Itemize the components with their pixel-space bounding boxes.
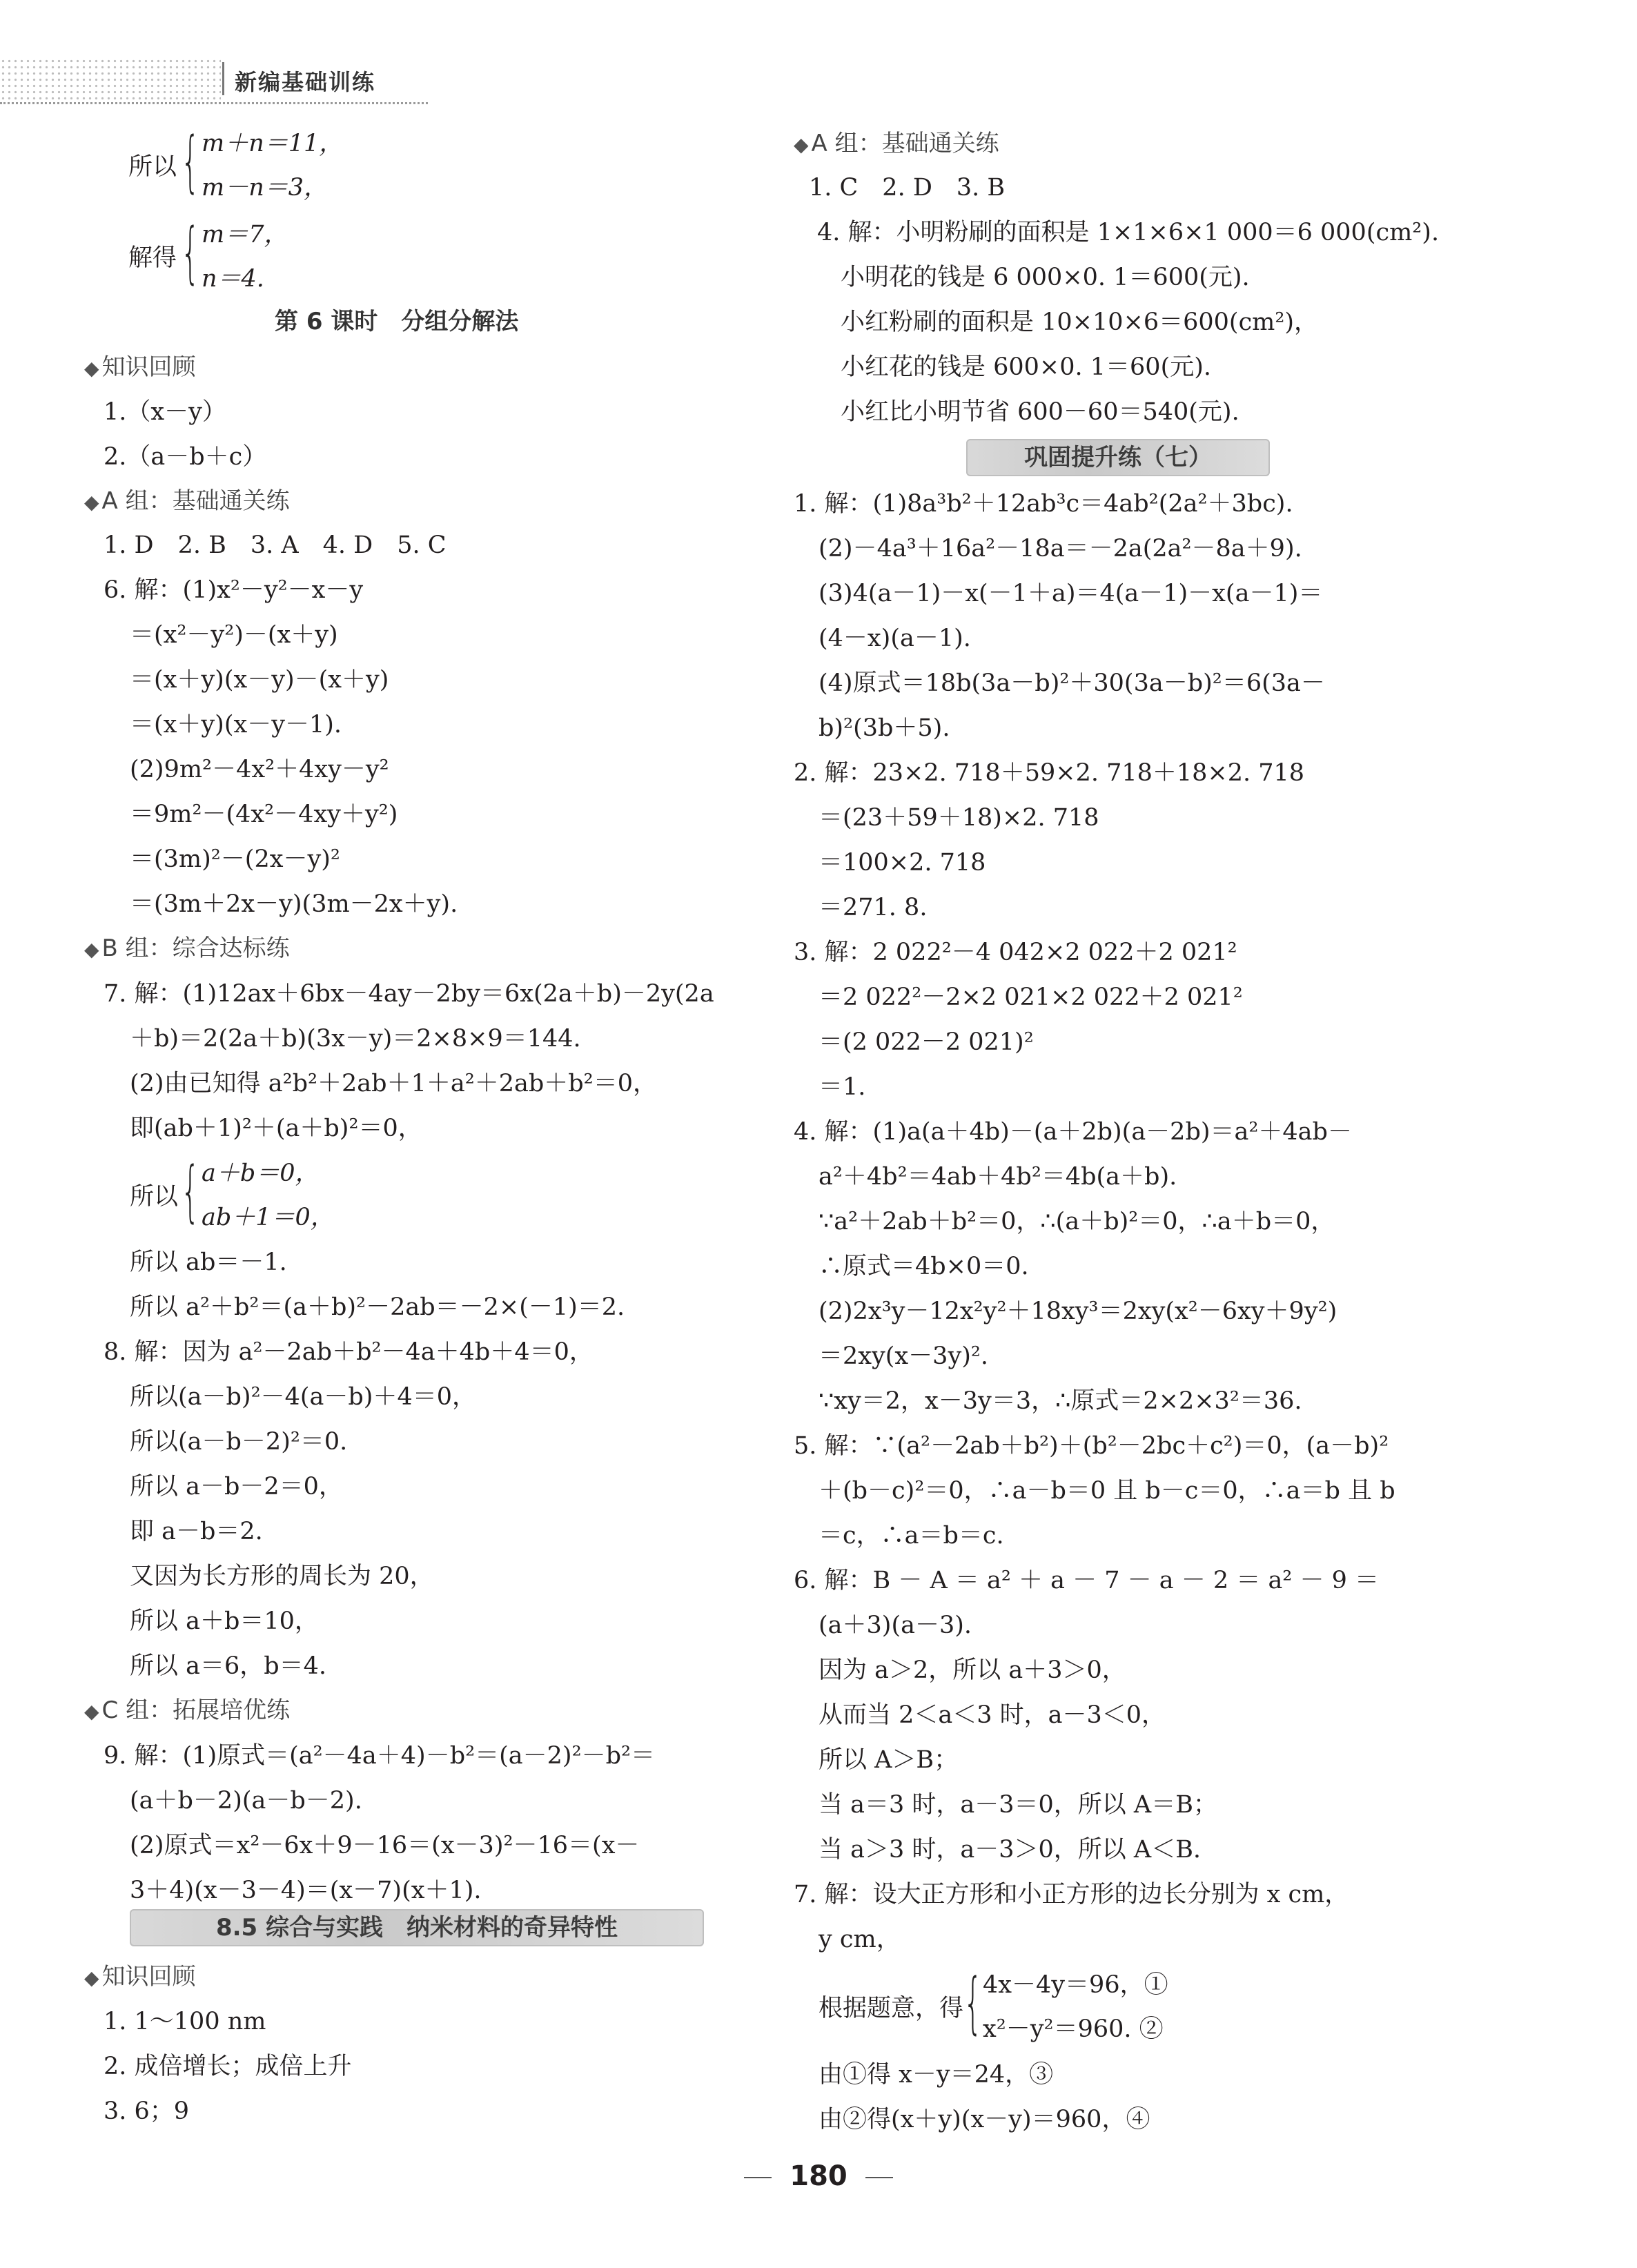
text-line: 所以 <box>130 1183 179 1211</box>
answer-line: ＝1. <box>819 1073 866 1101</box>
section-banner: 巩固提升练（七） <box>966 439 1270 476</box>
answer-line: 9. 解：(1)原式＝(a²－4a＋4)－b²＝(a－2)²－b²＝ <box>104 1742 656 1770</box>
answer-line: 从而当 2＜a＜3 时，a－3＜0， <box>819 1701 1166 1729</box>
answer-line: (2)原式＝x²－6x＋9－16＝(x－3)²－16＝(x－ <box>130 1832 640 1859</box>
answer-line: 7. 解：设大正方形和小正方形的边长分别为 x cm， <box>794 1881 1349 1908</box>
answer-line: ＝9m²－(4x²－4xy＋y²) <box>130 801 398 828</box>
answer-line: ＝(23＋59＋18)×2. 718 <box>819 804 1099 832</box>
answer-line: 所以 a＝6，b＝4. <box>130 1652 327 1680</box>
answer-line: 所以(a－b－2)²＝0. <box>130 1428 348 1456</box>
header-divider <box>222 62 224 95</box>
answer-line: ∵xy＝2，x－3y＝3，∴原式＝2×2×3²＝36. <box>819 1387 1302 1415</box>
answer-line: ＝2 022²－2×2 021×2 022＋2 021² <box>819 984 1243 1011</box>
answer-line: 由①得 x－y＝24，③ <box>819 2061 1054 2089</box>
section-heading: ◆ 知识回顾 <box>84 353 196 381</box>
book-title: 新编基础训练 <box>235 69 376 95</box>
answer-line: 5. 解：∵(a²－2ab＋b²)＋(b²－2bc＋c²)＝0，(a－b)² <box>794 1432 1389 1460</box>
text-line: 所以 <box>128 153 177 181</box>
answer-line: 1. C 2. D 3. B <box>809 174 1006 202</box>
answer-line: ＋(b－c)²＝0，∴a－b＝0 且 b－c＝0，∴a＝b 且 b <box>819 1477 1395 1505</box>
answer-line: 因为 a＞2，所以 a＋3＞0， <box>819 1656 1126 1684</box>
answer-line: ＝(x²－y²)－(x＋y) <box>130 621 338 649</box>
system-eq: a＋b＝0， <box>202 1160 320 1187</box>
answer-line: 6. 解：B － A ＝ a² ＋ a － 7 － a － 2 ＝ a² － 9 ＝ <box>794 1567 1379 1594</box>
answer-line: ＝2xy(x－3y)². <box>819 1342 989 1370</box>
answer-line: 所以 a＋b＝10， <box>130 1607 319 1635</box>
system-eq: x²－y²＝960. ② <box>983 2015 1164 2043</box>
section-heading: ◆ A 组：基础通关练 <box>84 487 290 515</box>
answer-line: 当 a＞3 时，a－3＞0，所以 A＜B. <box>819 1836 1202 1864</box>
answer-line: 1. 1～100 nm <box>104 2008 266 2035</box>
answer-line: b)²(3b＋5). <box>819 714 950 742</box>
answer-line: 4. 解：小明粉刷的面积是 1×1×6×1 000＝6 000(cm²). <box>817 219 1440 246</box>
answer-line: 即 a－b＝2. <box>130 1518 263 1545</box>
answer-line: 所以(a－b)²－4(a－b)＋4＝0， <box>130 1383 476 1411</box>
answer-line: 6. 解：(1)x²－y²－x－y <box>104 576 364 604</box>
answer-line: 1. 解：(1)8a³b²＋12ab³c＝4ab²(2a²＋3bc). <box>794 490 1293 518</box>
answer-line: 所以 a－b－2＝0， <box>130 1473 343 1500</box>
text-line: 解得 <box>128 244 177 272</box>
answer-line: 2. 解：23×2. 718＋59×2. 718＋18×2. 718 <box>794 759 1305 787</box>
answer-line: 又因为长方形的周长为 20， <box>130 1563 434 1590</box>
answer-line: 2.（a－b＋c） <box>104 443 267 471</box>
system-eq: 4x－4y＝96，① <box>983 1971 1168 1999</box>
section-heading: ◆ C 组：拓展培优练 <box>84 1697 291 1724</box>
answer-line: 所以 A＞B； <box>819 1746 959 1774</box>
answer-line: 4. 解：(1)a(a＋4b)－(a＋2b)(a－2b)＝a²＋4ab－ <box>794 1118 1352 1146</box>
section-heading: ◆ 知识回顾 <box>84 1963 196 1991</box>
answer-line: 1.（x－y） <box>104 398 226 426</box>
answer-line: ∵a²＋2ab＋b²＝0，∴(a＋b)²＝0，∴a＋b＝0， <box>819 1208 1335 1235</box>
answer-line: 小红花的钱是 600×0. 1＝60(元). <box>841 353 1212 381</box>
answer-line: 3. 解：2 022²－4 042×2 022＋2 021² <box>794 939 1237 966</box>
answer-line: 7. 解：(1)12ax＋6bx－4ay－2by＝6x(2a＋b)－2y(2a <box>104 980 714 1008</box>
header-dot-pattern <box>0 58 221 101</box>
running-header <box>0 58 428 104</box>
system-eq: n＝4. <box>202 265 264 293</box>
answer-line: a²＋4b²＝4ab＋4b²＝4b(a＋b). <box>819 1163 1177 1191</box>
answer-line: ＝c，∴a＝b＝c. <box>819 1522 1004 1550</box>
section-banner: 8.5 综合与实践 纳米材料的奇异特性 <box>130 1909 704 1946</box>
answer-line: (a＋b－2)(a－b－2). <box>130 1787 362 1815</box>
answer-line: 2. 成倍增长；成倍上升 <box>104 2053 352 2080</box>
answer-line: 即(ab＋1)²＋(a＋b)²＝0， <box>130 1115 422 1142</box>
answer-line: (2)由已知得 a²b²＋2ab＋1＋a²＋2ab＋b²＝0， <box>130 1070 657 1097</box>
answer-line: 当 a＝3 时，a－3＝0，所以 A＝B； <box>819 1791 1217 1819</box>
answer-line: ＝(3m)²－(2x－y)² <box>130 845 340 873</box>
answer-line: (2)2x³y－12x²y²＋18xy³＝2xy(x²－6xy＋9y²) <box>819 1298 1337 1325</box>
answer-line: 小明花的钱是 6 000×0. 1＝600(元). <box>841 264 1250 291</box>
answer-line: 所以 ab＝－1. <box>130 1249 287 1276</box>
answer-line: ∴原式＝4b×0＝0. <box>819 1253 1029 1280</box>
answer-line: 3. 6；9 <box>104 2098 190 2125</box>
answer-line: 8. 解：因为 a²－2ab＋b²－4a＋4b＋4＝0， <box>104 1338 594 1366</box>
system-eq: m＝7， <box>202 221 288 248</box>
answer-line: ＝100×2. 718 <box>819 849 986 877</box>
answer-line: (2)－4a³＋16a²－18a＝－2a(2a²－8a＋9). <box>819 535 1302 563</box>
text-line: 根据题意，得 <box>819 1995 964 2022</box>
answer-line: 小红粉刷的面积是 10×10×6＝600(cm²)， <box>841 309 1319 336</box>
answer-line: 所以 a²＋b²＝(a＋b)²－2ab＝－2×(－1)＝2. <box>130 1293 625 1321</box>
answer-line: (3)4(a－1)－x(－1＋a)＝4(a－1)－x(a－1)＝ <box>819 580 1323 607</box>
answer-line: ＝(3m＋2x－y)(3m－2x＋y). <box>130 890 458 918</box>
answer-line: 3＋4)(x－3－4)＝(x－7)(x＋1). <box>130 1877 482 1904</box>
brace: { <box>181 1153 200 1230</box>
brace: { <box>181 214 200 291</box>
brace: { <box>963 1964 983 2042</box>
section-heading: ◆ A 组：基础通关练 <box>794 130 999 157</box>
answer-line: (2)9m²－4x²＋4xy－y² <box>130 756 389 783</box>
section-heading: ◆ B 组：综合达标练 <box>84 935 290 962</box>
answer-line: y cm， <box>819 1926 901 1953</box>
answer-line: 1. D 2. B 3. A 4. D 5. C <box>104 531 447 559</box>
answer-line: ＝(x＋y)(x－y－1). <box>130 711 342 739</box>
answer-line: (4)原式＝18b(3a－b)²＋30(3a－b)²＝6(3a－ <box>819 669 1325 697</box>
brace: { <box>181 123 200 200</box>
system-eq: ab＋1＝0， <box>202 1204 335 1231</box>
answer-line: (a＋3)(a－3). <box>819 1612 972 1639</box>
lesson-title: 第 6 课时 分组分解法 <box>275 308 519 335</box>
answer-line: ＝(2 022－2 021)² <box>819 1028 1034 1056</box>
answer-line: (4－x)(a－1). <box>819 625 971 652</box>
answer-line: 小红比小明节省 600－60＝540(元). <box>841 398 1239 426</box>
system-eq: m＋n＝11， <box>202 130 344 157</box>
answer-line: ＝(x＋y)(x－y)－(x＋y) <box>130 666 389 694</box>
answer-line: ＋b)＝2(2a＋b)(3x－y)＝2×8×9＝144. <box>130 1025 581 1053</box>
page-number: 180 <box>0 2160 1637 2192</box>
answer-line: 由②得(x＋y)(x－y)＝960，④ <box>819 2106 1150 2133</box>
system-eq: m－n＝3， <box>202 174 328 202</box>
answer-line: ＝271. 8. <box>819 894 928 921</box>
